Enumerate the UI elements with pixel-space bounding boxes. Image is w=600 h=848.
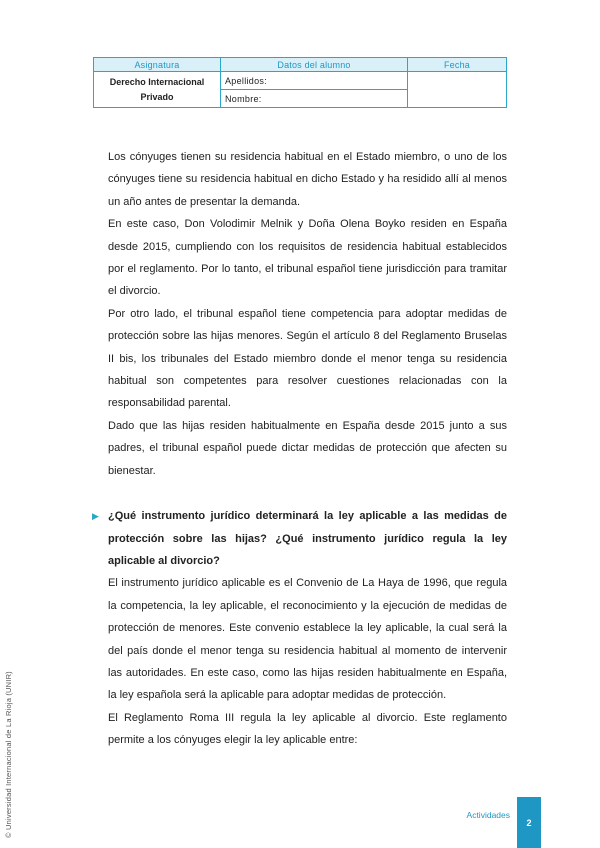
document-body [92,146,507,752]
name-field: Nombre: [221,90,408,108]
subject-cell [94,72,221,108]
question-text: ¿Qué instrumento jurídico determinará la ley aplicable a las medidas de protección sobre las hijas? ¿Qué instrumento jurídico regula la ley aplicable al divorcio? [108,510,507,567]
surname-field: Apellidos: [221,72,408,90]
answer-paragraph: El Reglamento Roma III regula la ley aplicable al divorcio. Este reglamento permite a los cónyuges elegir la ley aplicable entre: [108,711,507,747]
header-table [93,57,507,108]
paragraph: Por otro lado, el tribunal español tiene competencia para adoptar medidas de protección sobre las hijas menores. Según el artículo 8 del Reglamento Bruselas II bis, los tribunales del Estado miembro donde el menor tenga su residencia habitual son competentes para resolver cuestiones relacionadas con la responsabilidad parental. [108,307,507,410]
subject-line-1: Derecho Internacional [109,76,205,87]
footer-section-label: Actividades [466,810,510,820]
paragraph: En este caso, Don Volodimir Melnik y Doña Olena Boyko residen en España desde 2015, cumpliendo con los requisitos de residencia habitual establecidos por el reglamento. Por lo tanto, el tribunal español tiene jurisdicción para tramitar el divorcio. [108,218,507,298]
page-number-tab [517,797,541,848]
question-item [92,505,507,572]
header-col-subject: Asignatura [94,58,221,72]
triangle-bullet-icon: ▶ [92,511,99,522]
paragraph: Dado que las hijas residen habitualmente en España desde 2015 junto a sus padres, el tribunal español puede dictar medidas de protección que afecten su bienestar. [108,419,507,477]
date-field [408,72,507,108]
header-col-student: Datos del alumno [221,58,408,72]
header-col-date: Fecha [408,58,507,72]
section-gap [108,482,507,505]
paragraph: Los cónyuges tienen su residencia habitual en el Estado miembro, o uno de los cónyuges tiene su residencia habitual en dicho Estado y ha residido allí al menos un año antes de presentar la demanda. [108,151,507,208]
answer-paragraph: El instrumento jurídico aplicable es el Convenio de La Haya de 1996, que regula la competencia, la ley aplicable, el reconocimiento y la ejecución de medidas de protección de menores. Este convenio establece la ley aplicable, la cual será la del país donde el menor tenga su residencia habitual al momento de intervenir las autoridades. En este caso, como las hijas residen habitualmente en España, la ley española será la aplicable para adoptar medidas de protección. [108,577,507,702]
subject-line-2: Privado [140,91,174,102]
copyright-note: © Universidad Internacional de La Rioja (UNIR) [4,671,13,838]
page-number: 2 [526,817,532,828]
